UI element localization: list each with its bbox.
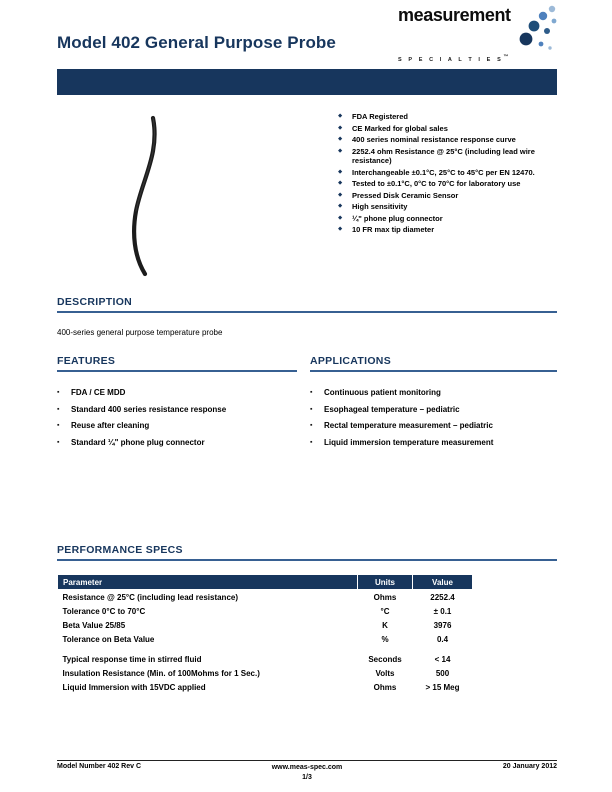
- probe-photo: [60, 108, 240, 298]
- highlights-list: [338, 112, 558, 237]
- spec-units: Seconds: [368, 654, 402, 664]
- spec-units: K: [382, 620, 388, 630]
- spec-units: °C: [380, 606, 390, 616]
- column-header-units: Units: [358, 575, 413, 590]
- table-row: [58, 652, 473, 666]
- highlight-text: 10 FR max tip diameter: [352, 225, 435, 235]
- performance-table: [57, 574, 473, 694]
- logo-dots-icon: [514, 3, 560, 53]
- spec-param: Resistance @ 25°C (including lead resistance): [62, 592, 239, 602]
- applications-heading: APPLICATIONS: [310, 355, 557, 372]
- diamond-bullet-icon: ◆: [338, 226, 343, 233]
- features-list: [57, 388, 297, 448]
- spec-value: 2252.4: [430, 592, 455, 602]
- spec-units: Volts: [375, 668, 395, 678]
- diamond-bullet-icon: ◆: [338, 180, 343, 187]
- square-bullet-icon: ▪: [57, 438, 60, 446]
- spec-value: 0.4: [436, 634, 449, 644]
- footer-website-link: www.meas-spec.com: [271, 764, 343, 771]
- spec-units: Ohms: [373, 682, 397, 692]
- highlight-text: 2252.4 ohm Resistance @ 25°C (including lead wire resistance): [352, 146, 535, 166]
- footer-model-number: Model Number 402 Rev C: [57, 763, 142, 770]
- spec-value: > 15 Meg: [425, 682, 460, 692]
- application-item: [310, 421, 557, 431]
- brand-name: measurement: [398, 5, 511, 25]
- highlight-text: Interchangeable ±0.1°C, 25°C to 45°C per EN 12470.: [352, 167, 535, 177]
- highlight-text: Tested to ±0.1°C, 0°C to 70°C for laboratory use: [352, 179, 521, 189]
- column-header-parameter: Parameter: [58, 575, 358, 590]
- feature-item: [57, 421, 297, 431]
- feature-text: Standard 400 series resistance response: [71, 404, 227, 414]
- application-item: [310, 405, 557, 415]
- highlight-item: [338, 202, 558, 212]
- table-row: [58, 632, 473, 646]
- application-text: Continuous patient monitoring: [324, 388, 441, 397]
- features-applications-row: [57, 355, 557, 454]
- applications-list: [310, 388, 557, 448]
- table-row: [58, 604, 473, 618]
- header-banner: [57, 69, 557, 95]
- spec-value: < 14: [434, 654, 451, 664]
- square-bullet-icon: ▪: [310, 389, 313, 396]
- square-bullet-icon: ▪: [57, 422, 60, 429]
- probe-drawing-icon: [60, 108, 240, 298]
- diamond-bullet-icon: ◆: [338, 214, 343, 221]
- square-bullet-icon: ▪: [57, 389, 60, 396]
- feature-text: Standard ¼" phone plug connector: [71, 437, 205, 447]
- highlight-text: High sensitivity: [352, 202, 408, 212]
- diamond-bullet-icon: ◆: [338, 203, 343, 210]
- spec-units: %: [381, 634, 389, 644]
- feature-text: Reuse after cleaning: [71, 421, 150, 430]
- spec-param: Tolerance on Beta Value: [62, 634, 155, 644]
- highlight-item: [338, 112, 558, 122]
- application-text: Rectal temperature measurement – pediatric: [324, 421, 493, 430]
- highlight-text: CE Marked for global sales: [352, 123, 448, 133]
- highlight-item: [338, 214, 558, 224]
- brand-subname: [398, 54, 568, 63]
- diamond-bullet-icon: ◆: [338, 147, 343, 154]
- applications-section: [310, 355, 557, 454]
- feature-item: [57, 405, 297, 415]
- highlight-item: [338, 225, 558, 235]
- highlight-item: [338, 147, 558, 166]
- performance-section: [57, 544, 557, 561]
- description-section: [57, 296, 557, 337]
- highlight-item: [338, 168, 558, 178]
- spec-param: Typical response time in stirred fluid: [62, 654, 202, 664]
- spec-param: Tolerance 0°C to 70°C: [62, 606, 146, 616]
- brand-subname-text: S P E C I A L T I E S: [398, 56, 504, 63]
- spec-param: Liquid Immersion with 15VDC applied: [62, 682, 206, 692]
- spec-units: Ohms: [373, 592, 397, 602]
- square-bullet-icon: ▪: [310, 438, 313, 446]
- diamond-bullet-icon: ◆: [338, 168, 343, 175]
- table-row: [58, 590, 473, 605]
- spec-param: Beta Value 25/85: [62, 620, 126, 630]
- feature-item: [57, 438, 297, 448]
- footer-page-number: 1/3: [302, 773, 312, 781]
- page-footer: [57, 760, 557, 783]
- column-header-value: Value: [413, 575, 473, 590]
- application-text: Liquid immersion temperature measurement: [324, 437, 494, 447]
- square-bullet-icon: ▪: [57, 405, 60, 413]
- highlight-text: ¼" phone plug connector: [352, 213, 443, 223]
- spec-value: 3976: [433, 620, 452, 630]
- diamond-bullet-icon: ◆: [338, 113, 343, 119]
- spec-param: Insulation Resistance (Min. of 100Mohms for 1 Sec.): [62, 668, 260, 678]
- highlight-item: [338, 135, 558, 145]
- application-item: [310, 388, 557, 398]
- highlight-item: [338, 179, 558, 189]
- square-bullet-icon: ▪: [310, 405, 313, 413]
- page-title: Model 402 General Purpose Probe: [57, 33, 336, 52]
- table-header-row: [58, 575, 473, 590]
- table-row: [58, 618, 473, 632]
- trademark-symbol: ™: [503, 54, 509, 60]
- spec-value: ± 0.1: [433, 606, 452, 616]
- feature-item: [57, 388, 297, 398]
- highlight-item: [338, 191, 558, 201]
- table-row: [58, 666, 473, 680]
- performance-heading: PERFORMANCE SPECS: [57, 544, 557, 561]
- application-text: Esophageal temperature – pediatric: [324, 404, 460, 414]
- brand-logo: [398, 6, 568, 63]
- highlight-text: FDA Registered: [352, 112, 408, 121]
- highlight-item: [338, 124, 558, 134]
- application-item: [310, 438, 557, 448]
- features-heading: FEATURES: [57, 355, 297, 372]
- footer-date: 20 January 2012: [502, 763, 558, 770]
- feature-text: FDA / CE MDD: [71, 388, 126, 397]
- diamond-bullet-icon: ◆: [338, 191, 343, 198]
- features-section: [57, 355, 297, 454]
- description-body: 400-series general purpose temperature probe: [57, 328, 223, 337]
- table-row: [58, 680, 473, 694]
- spec-value: 500: [435, 668, 450, 678]
- description-heading: DESCRIPTION: [57, 296, 557, 313]
- diamond-bullet-icon: ◆: [338, 124, 343, 131]
- square-bullet-icon: ▪: [310, 422, 313, 429]
- highlight-text: 400 series nominal resistance response curve: [352, 135, 516, 145]
- highlight-text: Pressed Disk Ceramic Sensor: [352, 190, 459, 200]
- diamond-bullet-icon: ◆: [338, 136, 343, 143]
- footer-center: [224, 763, 391, 783]
